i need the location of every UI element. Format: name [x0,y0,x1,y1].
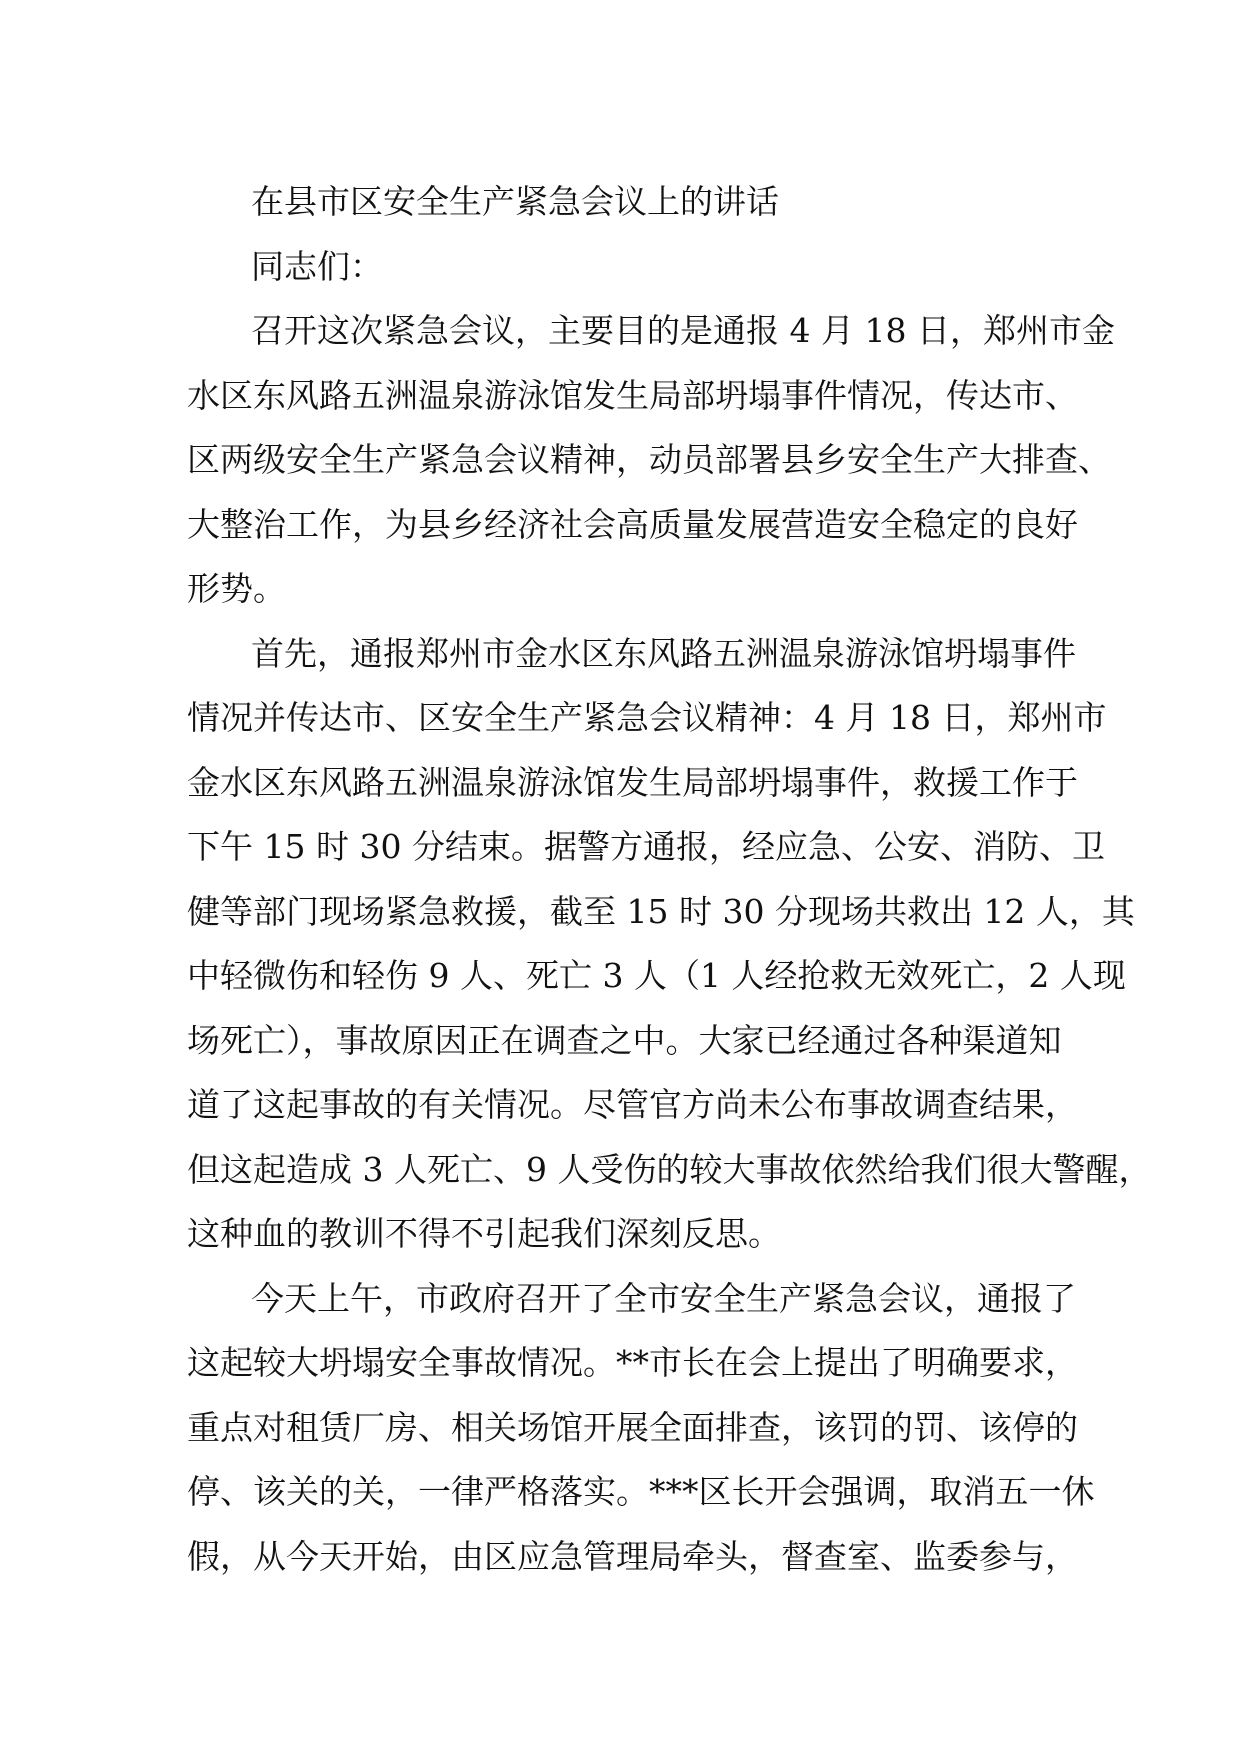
paragraph-line: 这种血的教训不得不引起我们深刻反思。 [187,1214,781,1253]
paragraph-line: 假，从今天开始，由区应急管理局牵头，督查室、监委参与， [187,1536,1078,1576]
paragraph-3 [187,1267,1095,1590]
paragraph-line: 大整治工作，为县乡经济社会高质量发展营造安全稳定的良好 [187,504,1078,544]
paragraph-line: 重点对租赁厂房、相关场馆开展全面排查，该罚的罚、该停的 [187,1407,1078,1447]
paragraph-line: 健等部门现场紧急救援，截至 15 时 30 分现场共救出 12 人，其 [187,891,1135,931]
document-body [187,170,1152,1589]
paragraph-line: 首先，通报郑州市金水区东风路五洲温泉游泳馆坍塌事件 [251,633,1076,673]
document-title: 在县市区安全生产紧急会议上的讲话 [251,182,779,221]
paragraph-line: 场死亡），事故原因正在调查之中。大家已经通过各种渠道知 [187,1020,1062,1060]
salutation: 同志们： [251,246,383,286]
paragraph-line: 形势。 [187,569,286,608]
paragraph-2 [187,622,1152,1267]
paragraph-line: 今天上午，市政府召开了全市安全生产紧急会议，通报了 [251,1278,1076,1318]
paragraph-1 [187,299,1115,622]
paragraph-line: 中轻微伤和轻伤 9 人、死亡 3 人（1 人经抢救无效死亡，2 人现 [187,956,1126,995]
paragraph-line: 道了这起事故的有关情况。尽管官方尚未公布事故调查结果， [187,1085,1078,1124]
paragraph-line: 这起较大坍塌安全事故情况。**市长在会上提出了明确要求， [187,1343,1078,1382]
paragraph-line: 水区东风路五洲温泉游泳馆发生局部坍塌事件情况，传达市、 [187,375,1078,415]
paragraph-line: 停、该关的关，一律严格落实。***区长开会强调，取消五一休 [187,1472,1095,1511]
paragraph-line: 召开这次紧急会议，主要目的是通报 4 月 18 日，郑州市金 [251,311,1115,350]
paragraph-line: 情况并传达市、区安全生产紧急会议精神：4 月 18 日，郑州市 [187,698,1107,737]
paragraph-line: 下午 15 时 30 分结束。据警方通报，经应急、公安、消防、卫 [187,827,1105,866]
paragraph-line: 区两级安全生产紧急会议精神，动员部署县乡安全生产大排查、 [187,440,1111,479]
paragraph-line: 金水区东风路五洲温泉游泳馆发生局部坍塌事件，救援工作于 [187,762,1078,802]
paragraph-line: 但这起造成 3 人死亡、9 人受伤的较大事故依然给我们很大警醒， [187,1149,1152,1189]
